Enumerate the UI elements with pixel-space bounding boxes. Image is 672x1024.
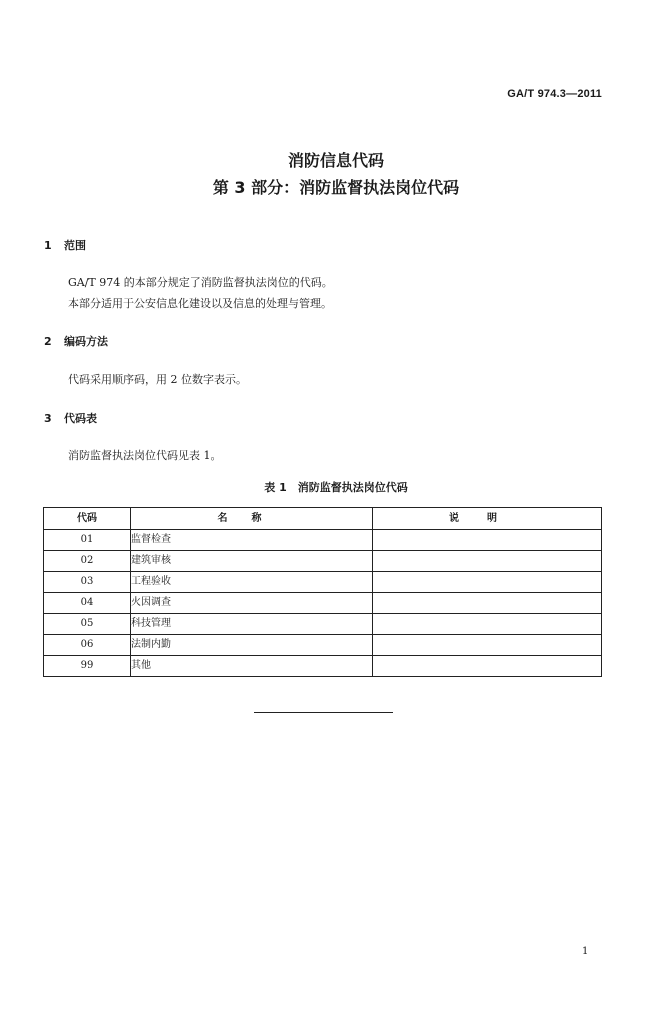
table-caption: 表 1 消防监督执法岗位代码 <box>264 481 408 494</box>
name-cell: 科技管理 <box>131 614 373 635</box>
section-number: 2 <box>44 335 52 348</box>
note-cell <box>373 530 602 551</box>
section-title: 编码方法 <box>64 335 108 348</box>
standard-code: GA/T 974.3—2011 <box>507 88 602 100</box>
table-row <box>44 635 602 656</box>
note-cell <box>373 593 602 614</box>
code-cell: 06 <box>44 635 131 656</box>
note-cell <box>373 572 602 593</box>
column-header-code: 代码 <box>44 508 131 530</box>
section-title: 范围 <box>64 239 86 252</box>
note-cell <box>373 656 602 677</box>
note-cell <box>373 635 602 656</box>
code-cell: 02 <box>44 551 131 572</box>
code-cell: 04 <box>44 593 131 614</box>
name-cell: 其他 <box>131 656 373 677</box>
column-header-note: 说明 <box>373 508 602 530</box>
code-table <box>43 507 602 677</box>
name-cell: 火因调查 <box>131 593 373 614</box>
page-number: 1 <box>582 946 589 957</box>
paragraph: 代码采用顺序码，用 2 位数字表示。 <box>68 373 247 386</box>
note-cell <box>373 551 602 572</box>
section-title: 代码表 <box>64 412 97 425</box>
table-row <box>44 656 602 677</box>
code-cell: 03 <box>44 572 131 593</box>
section-number: 3 <box>44 412 52 425</box>
paragraph: 本部分适用于公安信息化建设以及信息的处理与管理。 <box>68 297 332 310</box>
end-rule-divider <box>254 712 393 713</box>
document-title: 消防信息代码 <box>287 151 384 170</box>
paragraph: 消防监督执法岗位代码见表 1。 <box>68 449 222 462</box>
document-subtitle: 第 3 部分：消防监督执法岗位代码 <box>212 178 460 197</box>
name-cell: 监督检查 <box>131 530 373 551</box>
section-number: 1 <box>44 239 52 252</box>
name-cell: 建筑审核 <box>131 551 373 572</box>
name-cell: 法制内勤 <box>131 635 373 656</box>
table-row <box>44 593 602 614</box>
section-heading-coding-method <box>44 333 108 349</box>
code-cell: 99 <box>44 656 131 677</box>
paragraph: GA/T 974 的本部分规定了消防监督执法岗位的代码。 <box>68 276 333 289</box>
section-heading-scope <box>44 237 86 253</box>
code-cell: 01 <box>44 530 131 551</box>
code-cell: 05 <box>44 614 131 635</box>
table-row <box>44 614 602 635</box>
table-row <box>44 530 602 551</box>
table-row <box>44 572 602 593</box>
table-header-row <box>44 508 602 530</box>
column-header-name: 名称 <box>131 508 373 530</box>
table-row <box>44 551 602 572</box>
name-cell: 工程验收 <box>131 572 373 593</box>
note-cell <box>373 614 602 635</box>
section-heading-code-table <box>44 410 97 426</box>
